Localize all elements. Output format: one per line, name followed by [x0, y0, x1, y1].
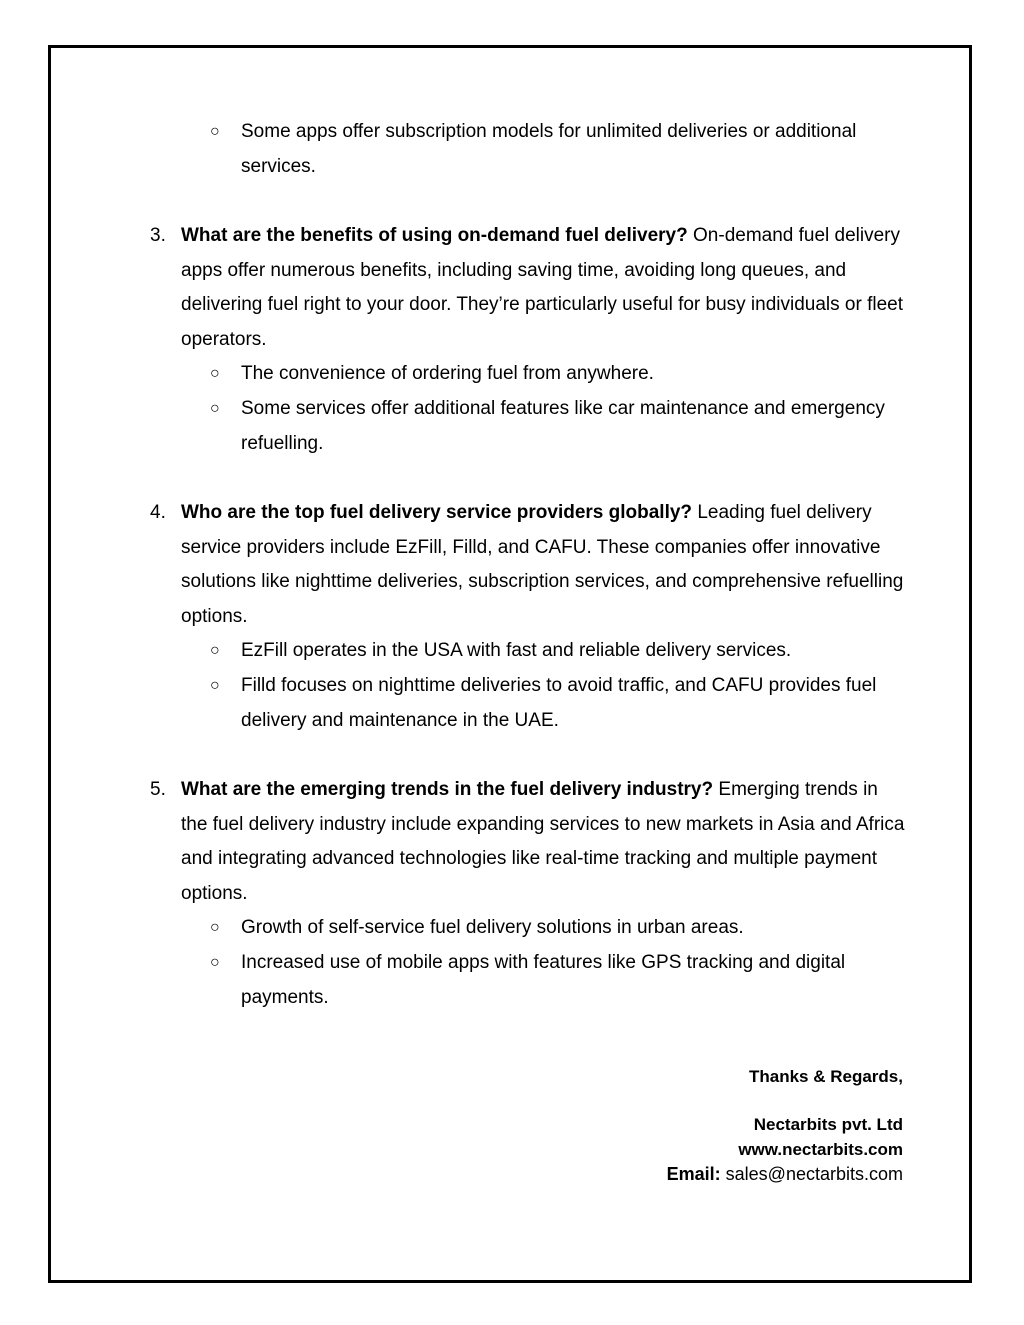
bullet-text: Increased use of mobile apps with features like GPS tracking and digital payments.: [241, 952, 846, 1008]
list-item: [210, 911, 906, 946]
website-link[interactable]: www.nectarbits.com: [738, 1140, 903, 1159]
email-link[interactable]: sales@nectarbits.com: [725, 1164, 903, 1184]
bullet-marker: ○: [210, 677, 220, 694]
bullet-marker: ○: [210, 642, 220, 659]
faq-answer: On-demand fuel delivery apps offer numerous benefits, including saving time, avoiding long queues, and delivering fuel right to your door. They’re particularly useful for busy individuals or fleet operators.: [181, 225, 904, 350]
bullet-marker: ○: [210, 123, 220, 140]
email-label: Email:: [666, 1164, 721, 1184]
bullet-marker: ○: [210, 365, 220, 382]
signature-block: [667, 1112, 903, 1187]
bullet-marker: ○: [210, 954, 220, 971]
list-item: [210, 946, 906, 1015]
faq-question: What are the emerging trends in the fuel delivery industry?: [181, 779, 714, 800]
faq-item-3: [150, 219, 906, 357]
faq-item-5: [150, 773, 906, 911]
list-item: [210, 634, 906, 669]
faq-answer: Emerging trends in the fuel delivery industry include expanding services to new markets in Asia and Africa and integrating advanced technologies like real-time tracking and multiple payment options.: [181, 779, 905, 904]
intro-bullet: [210, 115, 906, 184]
bullet-marker: ○: [210, 919, 220, 936]
company-name: Nectarbits pvt. Ltd: [753, 1115, 903, 1134]
list-item: [210, 392, 906, 461]
list-item: [210, 357, 906, 392]
bullet-text: Some apps offer subscription models for unlimited deliveries or additional services.: [241, 121, 857, 177]
faq-answer: Leading fuel delivery service providers include EzFill, Filld, and CAFU. These companies offer innovative solutions like nighttime deliveries, subscription services, and comprehensive refuelling options.: [181, 502, 904, 627]
item-number: 3.: [150, 225, 166, 246]
closing-text: Thanks & Regards,: [749, 1067, 903, 1086]
bullet-text: Some services offer additional features like car maintenance and emergency refuelling.: [241, 398, 885, 454]
faq-question: Who are the top fuel delivery service providers globally?: [181, 502, 693, 523]
item-number: 5.: [150, 779, 166, 800]
signature-closing: [749, 1064, 903, 1089]
bullet-text: EzFill operates in the USA with fast and reliable delivery services.: [241, 640, 792, 661]
bullet-text: Filld focuses on nighttime deliveries to avoid traffic, and CAFU provides fuel delivery and maintenance in the UAE.: [241, 675, 877, 731]
faq-item-4: [150, 496, 906, 634]
list-item: [210, 669, 906, 738]
faq-question: What are the benefits of using on-demand fuel delivery?: [181, 225, 688, 246]
bullet-text: The convenience of ordering fuel from anywhere.: [241, 363, 654, 384]
item-number: 4.: [150, 502, 166, 523]
bullet-marker: ○: [210, 400, 220, 417]
bullet-text: Growth of self-service fuel delivery solutions in urban areas.: [241, 917, 744, 938]
